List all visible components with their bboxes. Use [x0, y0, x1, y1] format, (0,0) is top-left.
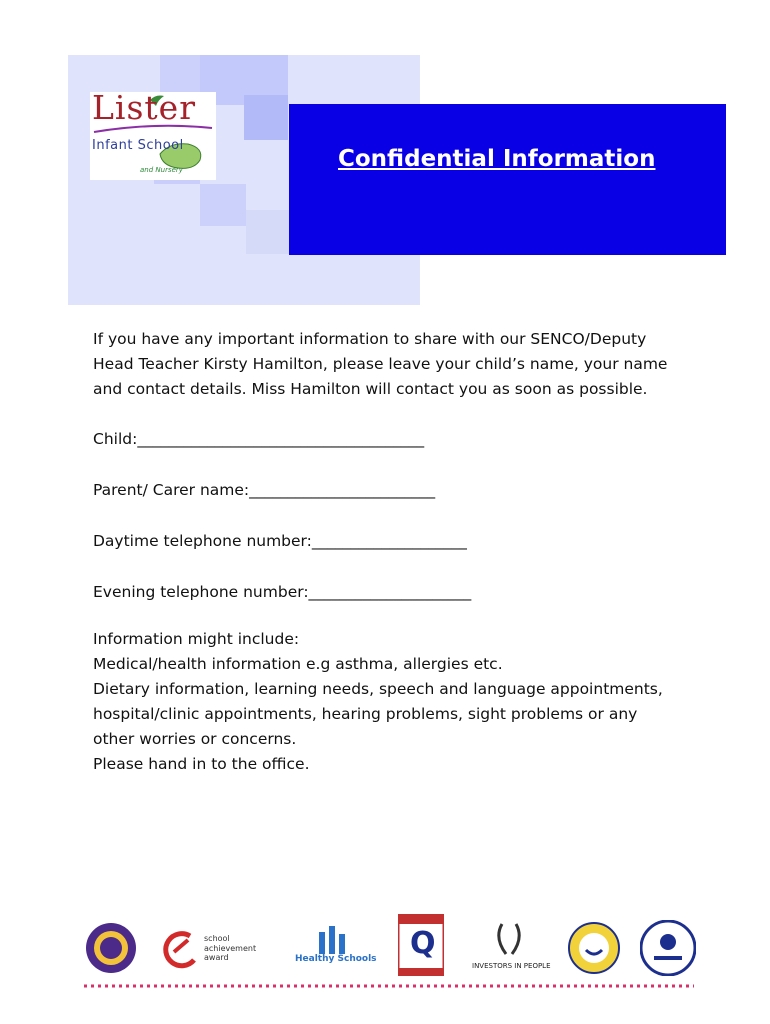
investors-in-people-badge [472, 920, 552, 976]
award-text-line: school [204, 934, 230, 943]
info-line: hospital/clinic appointments, hearing problems, sight problems or any [93, 705, 638, 723]
healthy-schools-label: Healthy Schools [295, 954, 377, 964]
laurel-wreath-icon [494, 920, 524, 956]
information-paragraph [93, 627, 663, 777]
header-decor-square [246, 210, 292, 254]
info-line: Medical/health information e.g asthma, allergies etc. [93, 655, 503, 673]
header-decor-square [200, 184, 246, 226]
quality-mark-letter: Q [410, 926, 436, 961]
info-line: Please hand in to the office. [93, 755, 310, 773]
activemark-badge-icon [640, 920, 696, 976]
centre-of-excellence-badge-icon [85, 922, 137, 974]
intro-line: If you have any important information to share with our SENCO/Deputy [93, 330, 647, 348]
header [0, 0, 770, 310]
info-line: other worries or concerns. [93, 730, 297, 748]
healthy-schools-badge [295, 924, 375, 970]
info-line: Information might include: [93, 630, 300, 648]
daytime-phone-field[interactable]: Daytime telephone number:____________________ [93, 532, 467, 550]
evening-phone-field[interactable]: Evening telephone number:_____________________ [93, 583, 472, 601]
page-title: Confidential Information [338, 146, 656, 172]
child-field[interactable]: Child:_____________________________________ [93, 430, 425, 448]
healthy-schools-icon [315, 924, 355, 954]
smile-award-badge-icon [568, 922, 620, 974]
logo-tagline: and Nursery [140, 166, 183, 174]
logo-subtitle: Infant School [92, 138, 184, 153]
accreditation-badges [80, 910, 700, 980]
header-decor-square [244, 95, 288, 140]
award-text-line: achievement award [204, 944, 257, 962]
achievement-award-icon [160, 930, 200, 970]
intro-line: Head Teacher Kirsty Hamilton, please leave your child’s name, your name [93, 355, 668, 373]
parent-carer-field[interactable]: Parent/ Carer name:________________________ [93, 481, 436, 499]
logo-name: Lister [92, 88, 196, 127]
investors-label: INVESTORS IN PEOPLE [472, 962, 551, 970]
info-line: Dietary information, learning needs, speech and language appointments, [93, 680, 663, 698]
school-logo [90, 88, 216, 180]
school-achievement-award-badge [160, 930, 280, 970]
intro-paragraph [93, 327, 667, 402]
intro-line: and contact details. Miss Hamilton will contact you as soon as possible. [93, 380, 648, 398]
title-banner [289, 104, 726, 255]
footer-dotted-border [84, 983, 694, 989]
